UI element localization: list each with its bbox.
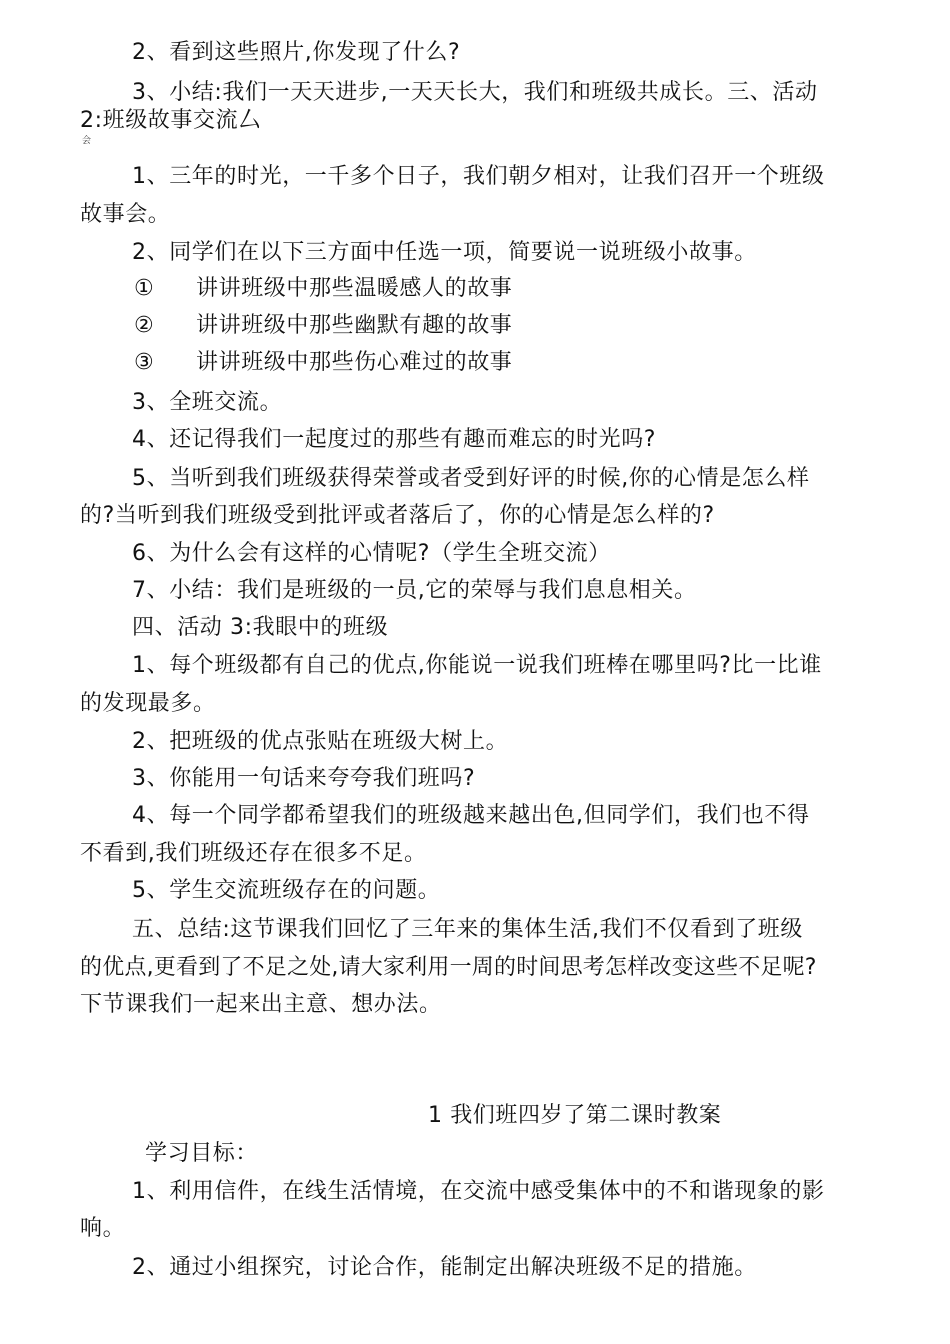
list-marker: ① (134, 276, 155, 301)
paragraph-line: 5、当听到我们班级获得荣誉或者受到好评的时候,你的心情是怎么样 (132, 466, 810, 491)
paragraph-line: 1、三年的时光，一千多个日子，我们朝夕相对，让我们召开一个班级 (132, 164, 825, 189)
paragraph-line: 五、总结:这节课我们回忆了三年来的集体生活,我们不仅看到了班级 (132, 917, 804, 942)
footnote-char: 会 (82, 136, 92, 146)
section-heading: 四、活动 3:我眼中的班级 (132, 615, 389, 640)
paragraph-line: 2、看到这些照片,你发现了什么? (132, 40, 461, 65)
paragraph-line: 2:班级故事交流厶 (80, 108, 261, 133)
list-marker: ② (134, 313, 155, 338)
paragraph-line: 5、学生交流班级存在的问题。 (132, 878, 441, 903)
paragraph-line: 6、为什么会有这样的心情呢?（学生全班交流） (132, 541, 611, 566)
section-heading: 学习目标： (145, 1141, 259, 1166)
paragraph-line: 的?当听到我们班级受到批评或者落后了，你的心情是怎么样的? (80, 503, 715, 528)
paragraph-line: 3、全班交流。 (132, 390, 283, 415)
paragraph-line: 1、利用信件，在线生活情境，在交流中感受集体中的不和谐现象的影 (132, 1179, 825, 1204)
paragraph-line: 不看到,我们班级还存在很多不足。 (80, 841, 427, 866)
list-marker: ③ (134, 350, 155, 375)
paragraph-line: 3、你能用一句话来夸夸我们班吗? (132, 766, 476, 791)
paragraph-line: 3、小结:我们一天天进步,一天天长大，我们和班级共成长。三、活动 (132, 80, 818, 105)
paragraph-line: 下节课我们一起来出主意、想办法。 (80, 992, 442, 1017)
paragraph-line: 4、每一个同学都希望我们的班级越来越出色,但同学们，我们也不得 (132, 803, 810, 828)
paragraph-line: 故事会。 (80, 202, 171, 227)
paragraph-line: 的优点,更看到了不足之处,请大家利用一周的时间思考怎样改变这些不足呢? (80, 955, 817, 980)
paragraph-line: 响。 (80, 1216, 126, 1241)
list-item-text: 讲讲班级中那些温暖感人的故事 (196, 276, 513, 301)
paragraph-line: 2、通过小组探究，讨论合作，能制定出解决班级不足的措施。 (132, 1255, 757, 1280)
paragraph-line: 2、同学们在以下三方面中任选一项，简要说一说班级小故事。 (132, 240, 757, 265)
paragraph-line: 2、把班级的优点张贴在班级大树上。 (132, 729, 509, 754)
paragraph-line: 4、还记得我们一起度过的那些有趣而难忘的时光吗? (132, 427, 657, 452)
paragraph-line: 1、每个班级都有自己的优点,你能说一说我们班棒在哪里吗?比一比谁 (132, 653, 822, 678)
list-item-text: 讲讲班级中那些幽默有趣的故事 (196, 313, 513, 338)
lesson-title: 1 我们班四岁了第二课时教案 (428, 1103, 722, 1128)
list-item-text: 讲讲班级中那些伤心难过的故事 (196, 350, 513, 375)
paragraph-line: 的发现最多。 (80, 691, 216, 716)
paragraph-line: 7、小结：我们是班级的一员,它的荣辱与我们息息相关。 (132, 578, 697, 603)
